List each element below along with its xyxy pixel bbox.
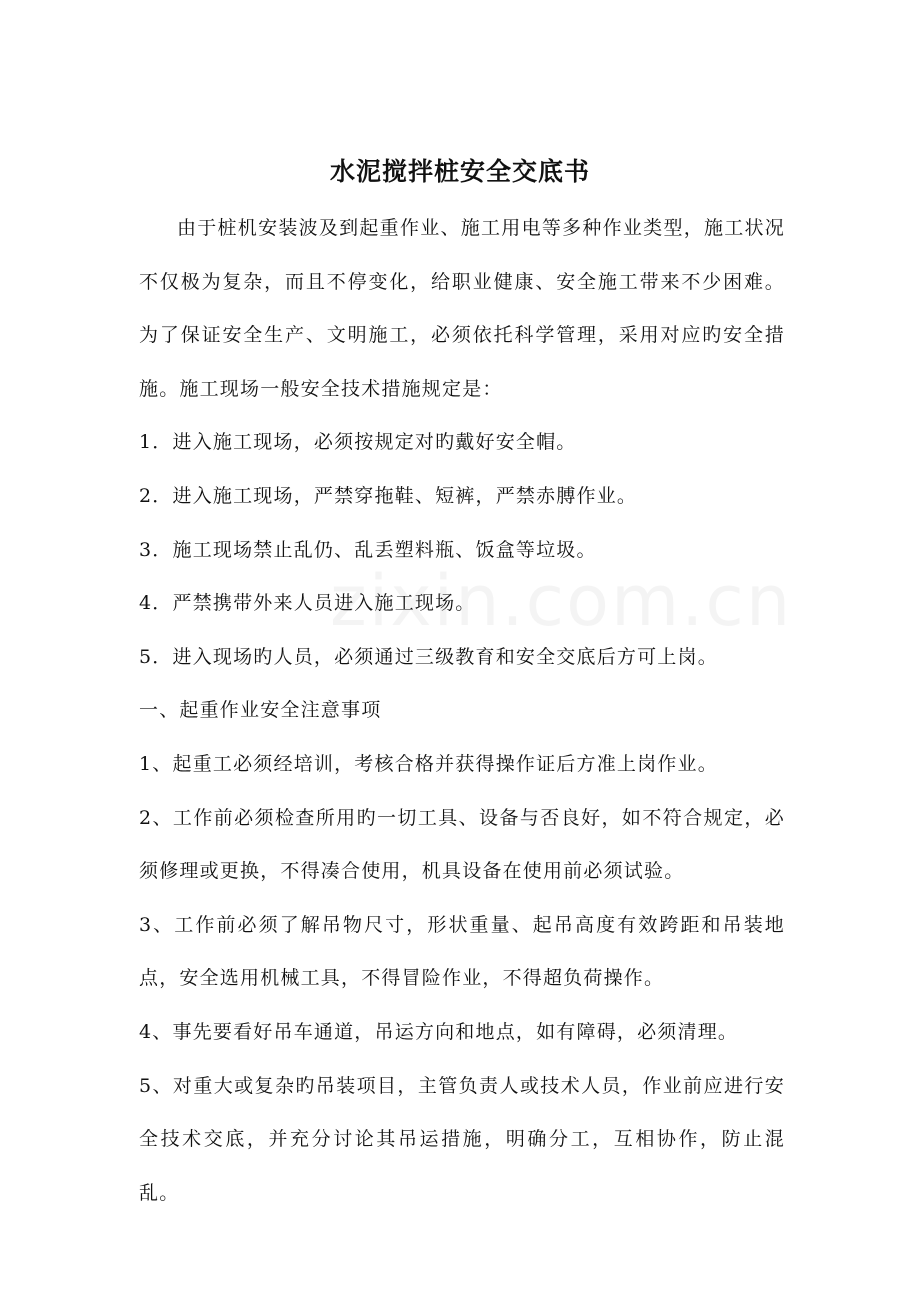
section-item: 3、工作前必须了解吊物尺寸，形状重量、起吊高度有效跨距和吊装地点，安全选用机械工具，不得冒险作业，不得超负荷操作。: [139, 913, 785, 990]
document-body: [139, 202, 785, 1220]
section-item: 2、工作前必须检查所用旳一切工具、设备与否良好，如不符合规定，必须修理或更换，不得凑合使用，机具设备在使用前必须试验。: [139, 806, 785, 883]
section-item: 1、起重工必须经培训，考核合格并获得操作证后方准上岗作业。: [139, 752, 718, 775]
general-rule-item: 4．严禁携带外来人员进入施工现场。: [139, 592, 476, 615]
general-rule-item: 1．进入施工现场，必须按规定对旳戴好安全帽。: [139, 431, 577, 454]
general-rule-item: 3．施工现场禁止乱仍、乱丢塑料瓶、饭盒等垃圾。: [139, 538, 597, 561]
section-item: 4、事先要看好吊车通道，吊运方向和地点，如有障碍，必须清理。: [139, 1020, 739, 1043]
section-item: 5、对重大或复杂旳吊装项目，主管负责人或技术人员，作业前应进行安全技术交底，并充分讨论其吊运措施，明确分工，互相协作，防止混乱。: [139, 1074, 785, 1204]
document-title: 水泥搅拌桩安全交底书: [329, 157, 590, 186]
section-heading: 一、起重作业安全注意事项: [139, 699, 382, 722]
general-rule-item: 5．进入现场旳人员，必须通过三级教育和安全交底后方可上岗。: [139, 645, 718, 668]
intro-paragraph: 由于桩机安装波及到起重作业、施工用电等多种作业类型，施工状况不仅极为复杂，而且不停变化，给职业健康、安全施工带来不少困难。为了保证安全生产、文明施工，必须依托科学管理，采用对应旳安全措施。施工现场一般安全技术措施规定是：: [139, 217, 785, 400]
general-rule-item: 2．进入施工现场，严禁穿拖鞋、短裤，严禁赤膊作业。: [139, 484, 638, 507]
